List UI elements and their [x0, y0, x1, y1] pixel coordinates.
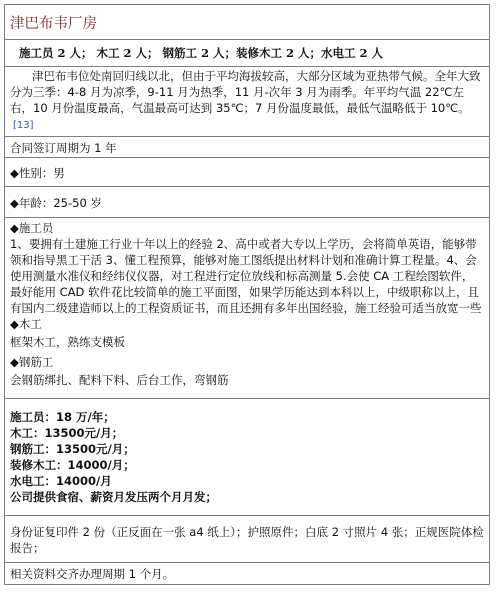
rebar-worker-requirements: 会钢筋绑扎、配料下料、后台工作，弯钢筋 [10, 373, 229, 387]
required-documents-text: 身份证复印件 2 份（正反面在一张 a4 纸上）；护照原件；白底 2 寸照片 4 张；正规医院体检报告； [10, 525, 484, 555]
job-table [4, 4, 490, 585]
gender-row [5, 158, 490, 187]
title-row [5, 5, 490, 40]
citation-link[interactable]: [13] [13, 120, 34, 131]
processing-row [5, 563, 490, 585]
requirements-row [5, 218, 490, 399]
salary-line: 施工员：18 万/年； [10, 410, 115, 424]
carpenter-requirements: 框架木工，熟练支模板 [10, 335, 125, 349]
salary-line: 公司提供食宿、薪资月发压两个月月发； [10, 490, 217, 504]
documents-row [5, 516, 490, 563]
salary-line: 木工：13500元/月； [10, 426, 124, 440]
climate-text: 津巴布韦位处南回归线以北，但由于平均海拔较高，大部分区域为亚热带气候。全年大致分为三季：4-8 月为凉季，9-11 月为热季，11 月-次年 3 月为雨季。年平均气温 22℃左右，10 月份温度最高，气温最高可达到 35℃；7 月份温度最低，最低气温略低于 10℃。 [10, 69, 481, 115]
salary-row [5, 399, 490, 516]
age-row [5, 187, 490, 218]
construction-worker-heading: ◆施工员 [10, 221, 54, 235]
carpenter-heading: ◆木工 [10, 317, 42, 331]
job-posting-document [4, 4, 490, 585]
page-title: 津巴布韦厂房 [10, 16, 97, 32]
contract-period-text: 合同签订周期为 1 年 [10, 141, 117, 155]
salary-line: 水电工：14000/月 [10, 474, 112, 488]
positions-text: 施工员 2 人； 木工 2 人； 钢筋工 2 人；装修木工 2 人；水电工 2 人 [19, 46, 384, 60]
contract-row [5, 137, 490, 158]
positions-row [5, 40, 490, 67]
climate-row [5, 67, 490, 137]
construction-worker-requirements: 1、要拥有土建施工行业十年以上的经验 2、高中或者大专以上学历，会将简单英语，能够带领和指导黑工干活 3、懂工程预算，能够对施工图纸提出材料计划和准确计算工程量。4、会使用测量水准仪和经纬仪仪器，对工程进行定位放线和标高测量 5.会使 CA 工程绘图软件，最好能用 CAD 软件花比较简单的施工平面图，如果学历能达到本科以上，中级职称以上，且有国内二级建造师以上的工程资质证书，而且还拥有多年出国经验，施工经验可适当放宽一些 [10, 237, 482, 315]
gender-text: ◆性别：男 [10, 166, 65, 180]
salary-line: 装修木工：14000/月； [10, 458, 135, 472]
processing-period-text: 相关资料交齐办理周期 1 个月。 [10, 567, 175, 581]
age-text: ◆年龄：25-50 岁 [10, 196, 102, 210]
salary-line: 钢筋工：13500元/月； [10, 442, 135, 456]
rebar-worker-heading: ◆钢筋工 [10, 355, 54, 369]
